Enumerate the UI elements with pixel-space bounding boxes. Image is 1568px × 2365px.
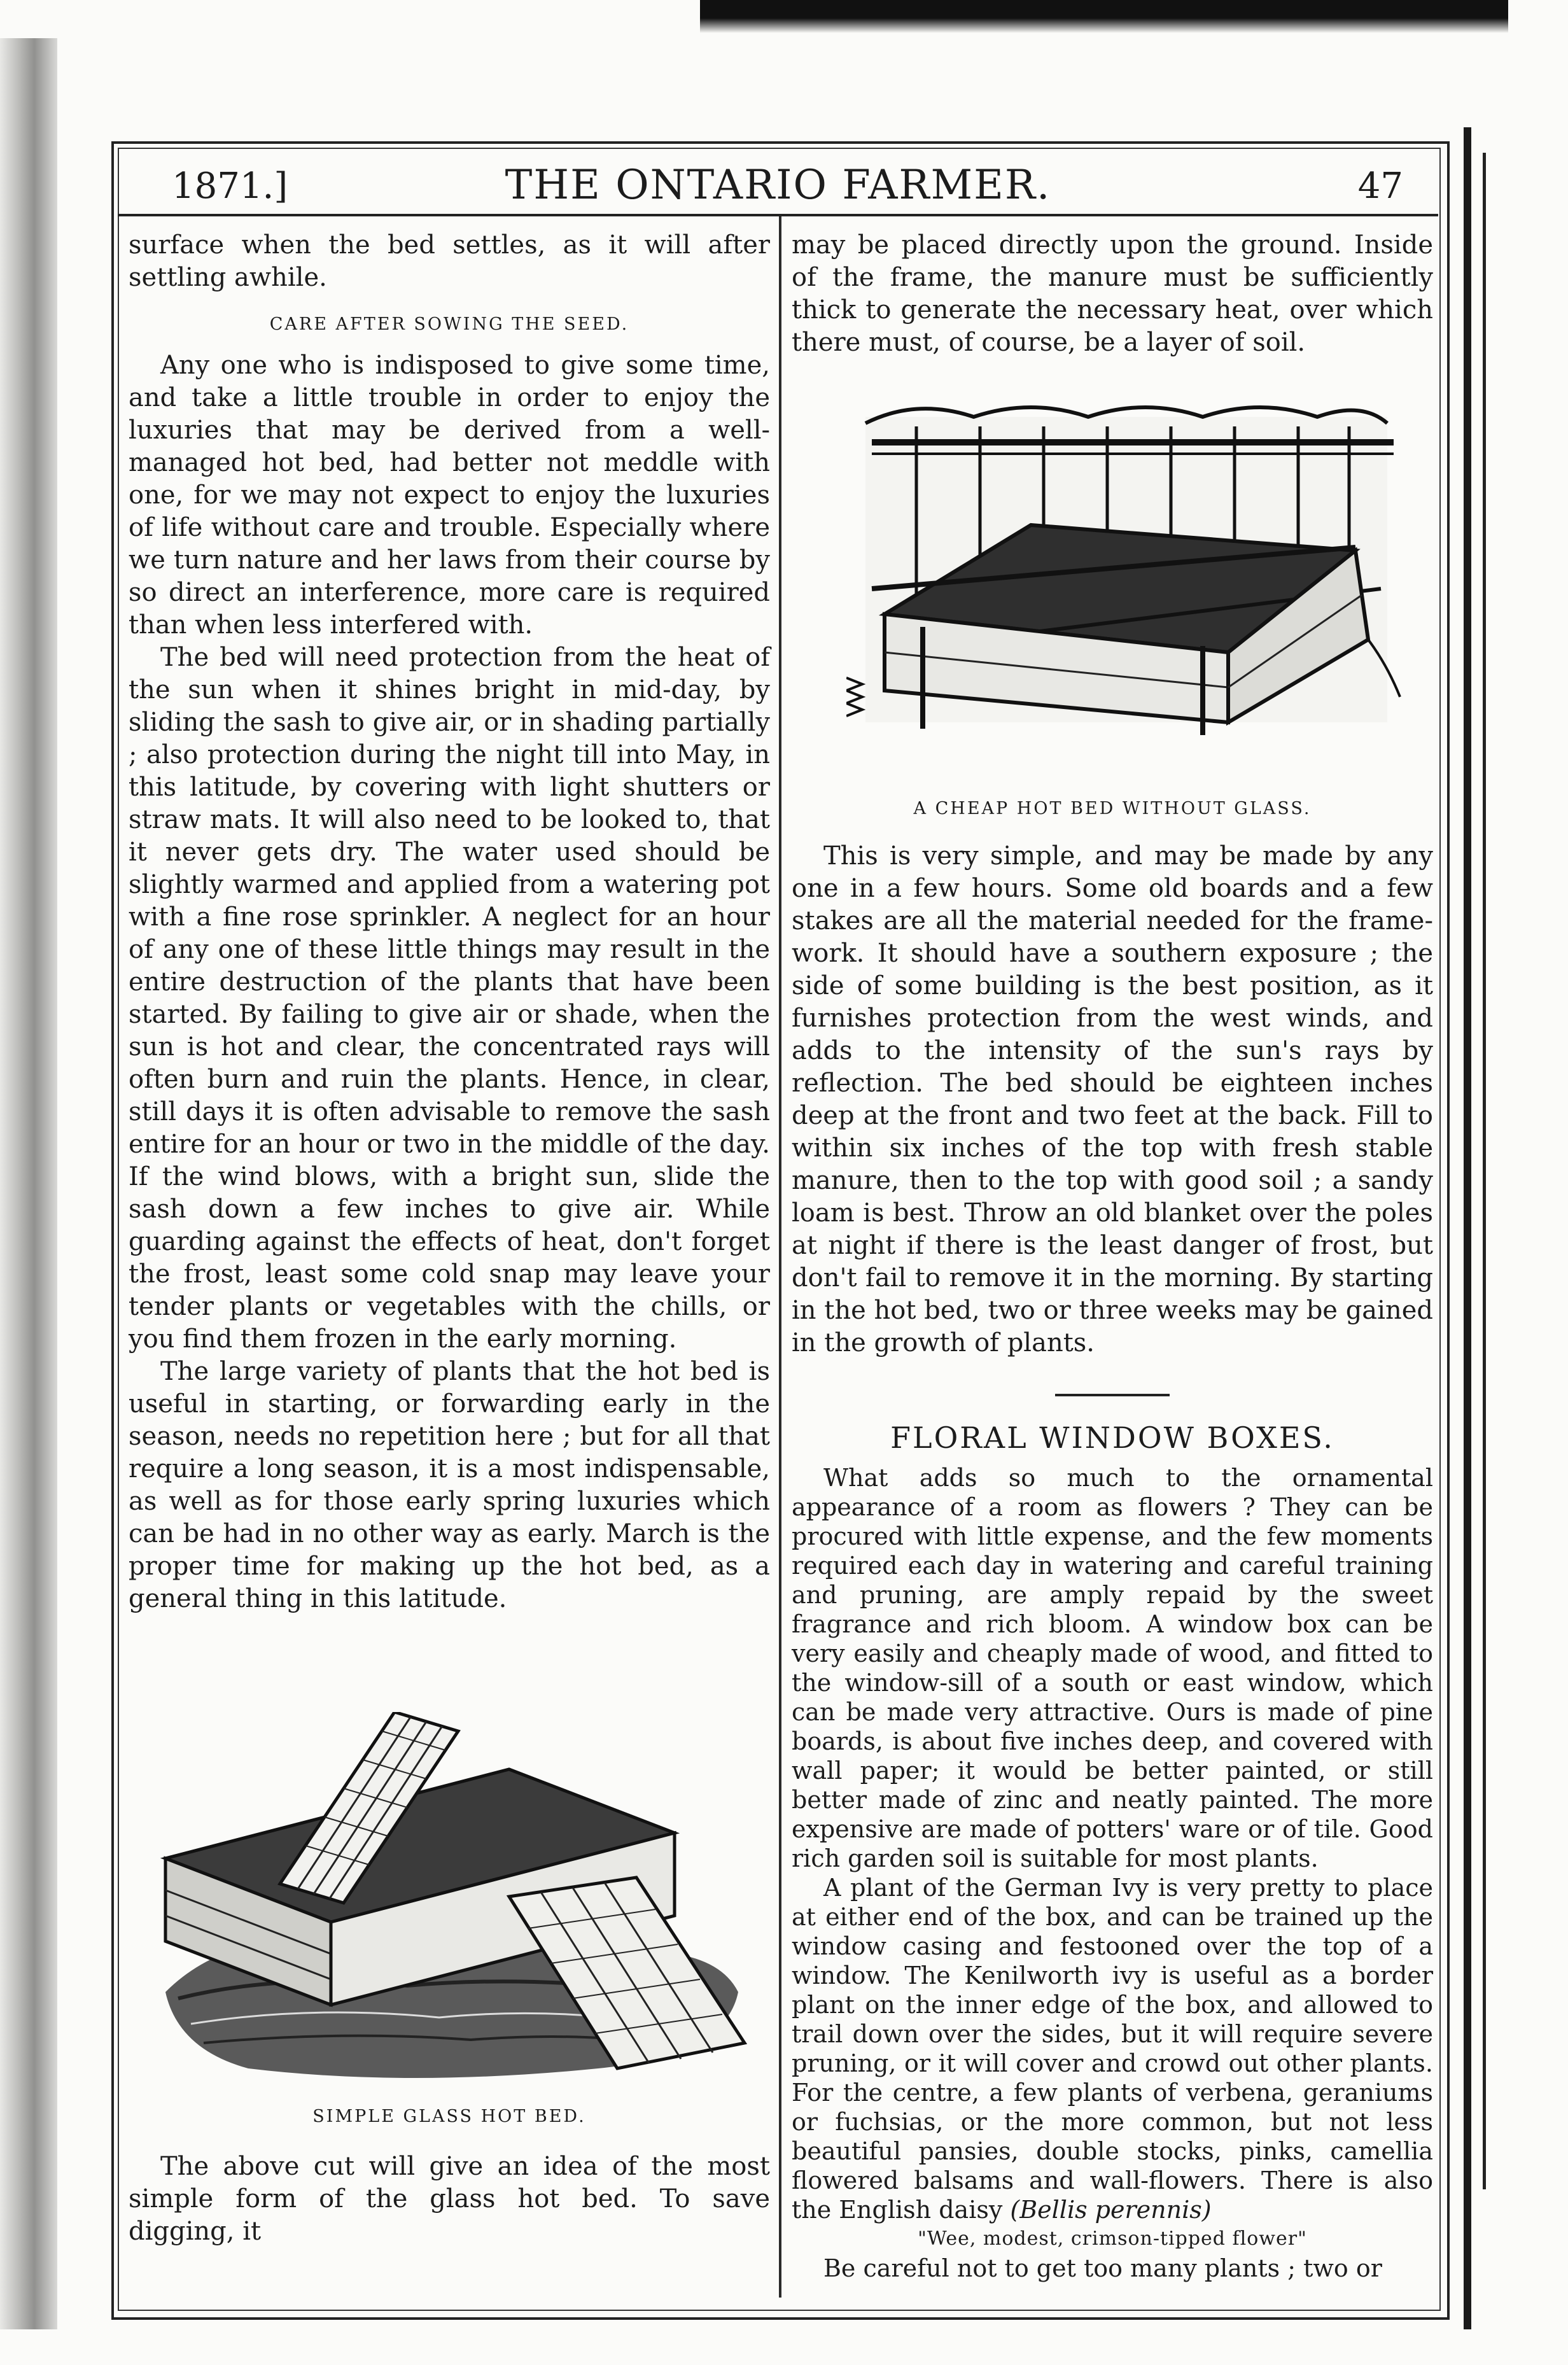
- page-title: THE ONTARIO FARMER.: [505, 162, 1051, 209]
- section-divider: [1055, 1394, 1170, 1396]
- left-column-bottom: [129, 2100, 770, 2248]
- botanical-name: (Bellis perennis): [1010, 2196, 1212, 2224]
- poetry-quote: "Wee, modest, crimson-tipped flower": [918, 2228, 1307, 2250]
- cheap-hot-bed-figure: [846, 398, 1406, 761]
- left-paragraph-4: The large variety of plants that the hot bed is useful in starting, or forwarding early in the season, needs no repetition here ; but for all that require a long season, it is a most indispensable, as well as for those early spring luxuries which can be had in no other way as early. March is the proper time for making up the hot bed, as a general thing in this latitude.: [129, 1357, 770, 1613]
- right-paragraph-2: This is very simple, and may be made by any one in a few hours. Some old boards and a few stakes are all the material needed for the frame-work. It should have a southern exposure ; the side of some building is the best position, as it furnishes protection from the west winds, and adds to the intensity of the sun's rays by reflection. The bed should be eighteen inches deep at the front and two feet at the back. Fill to within six inches of the top with fresh stable manure, then to the top with good soil ; a sandy loam is best. Throw an old blanket over the poles at night if there is the least danger of frost, but don't fail to remove it in the morning. By starting in the hot bed, two or three weeks may be gained in the growth of plants.: [792, 841, 1433, 1358]
- right-column-top: [792, 229, 1433, 359]
- column-divider: [779, 216, 781, 2298]
- right-paragraph-5: Be careful not to get too many plants ; two or: [823, 2254, 1382, 2282]
- header-year: 1871.]: [172, 165, 288, 207]
- right-paragraph-4: A plant of the German Ivy is very pretty to place at either end of the box, and can be trained up the window casing and festooned over the top of a window. The Kenilworth ivy is useful as a border plant on the inner edge of the box, and allowed to trail down over the sides, but it will require severe pruning, or it will cover and crowd out other plants. For the centre, a few plants of verbena, geraniums or fuchsias, or the more common, but not less beautiful pansies, double stocks, pinks, camellia flowered balsams and wall-flowers. There is also the English daisy: [792, 1874, 1433, 2224]
- right-paragraph-1: may be placed directly upon the ground. Inside of the frame, the manure must be sufficiently thick to generate the necessary heat, over which there must, of course, be a layer of soil.: [792, 230, 1433, 357]
- left-paragraph-3: The bed will need protection from the heat of the sun when it shines bright in mid-day, by sliding the sash to give air, or in shading partially ; also protection during the night till into May, in this latitude, by covering with light shutters or straw mats. It will also need to be looked to, that it never gets dry. The water used should be slightly warmed and applied from a watering pot with a fine rose sprinkler. A neglect for an hour of any one of these little things may result in the entire destruction of the plants that have been started. By failing to give air or shade, when the sun is hot and clear, the concentrated rays will often burn and ruin the plants. Hence, in clear, still days it is often advisable to remove the sash entire for an hour or two in the middle of the day. If the wind blows, with a bright sun, slide the sash down a few inches to give air. While guarding against the effects of heat, don't forget the frost, least some cold snap may leave your tender plants or vegetables with the chills, or you find them frozen in the early morning.: [129, 643, 770, 1354]
- floral-window-boxes-body: [792, 1463, 1433, 2283]
- left-paragraph-2: Any one who is indisposed to give some time, and take a little trouble in order to enjoy the luxuries that may be derived from a well-managed hot bed, had better not meddle with one, for we may not expect to enjoy the luxuries of life without care and trouble. Especially where we turn nature and her laws from their course by so direct an interference, more care is required than when less interfered with.: [129, 351, 770, 640]
- left-paragraph-5: The above cut will give an idea of the most simple form of the glass hot bed. To save digging, it: [129, 2152, 770, 2246]
- glass-hot-bed-caption: SIMPLE GLASS HOT BED.: [312, 2107, 586, 2126]
- right-column-middle: [792, 792, 1433, 2283]
- header-divider: [118, 214, 1438, 216]
- page-edge-rule-thin: [1483, 153, 1486, 2189]
- glass-hot-bed-illustration: [153, 1712, 751, 2081]
- glass-hot-bed-figure: [153, 1712, 751, 2081]
- right-paragraph-3: What adds so much to the ornamental appearance of a room as flowers ? They can be procured with little expense, and the few moments required each day in watering and careful training and pruning, are amply repaid by the sweet fragrance and rich bloom. A window box can be very easily and cheaply made of wood, and fitted to the window-sill of a south or east window, which can be made very attractive. Ours is made of pine boards, is about five inches deep, and covered with wall paper; it would be better painted, or still better made of zinc and neatly painted. The more expensive are made of potters' ware or of tile. Good rich garden soil is suitable for most plants.: [792, 1464, 1433, 1872]
- page-number: 47: [1357, 165, 1403, 207]
- page-header: [127, 160, 1429, 211]
- cheap-hot-bed-illustration: [846, 398, 1406, 761]
- scan-shadow-top: [700, 0, 1508, 33]
- section-subheading: CARE AFTER SOWING THE SEED.: [269, 314, 629, 334]
- left-paragraph-1: surface when the bed settles, as it will after settling awhile.: [129, 230, 770, 292]
- section-heading-floral-window-boxes: FLORAL WINDOW BOXES.: [890, 1421, 1334, 1455]
- left-column: [129, 229, 770, 1615]
- scan-shadow-left: [0, 38, 57, 2329]
- cheap-hot-bed-caption: A CHEAP HOT BED WITHOUT GLASS.: [913, 799, 1312, 818]
- page-edge-rule: [1464, 127, 1471, 2329]
